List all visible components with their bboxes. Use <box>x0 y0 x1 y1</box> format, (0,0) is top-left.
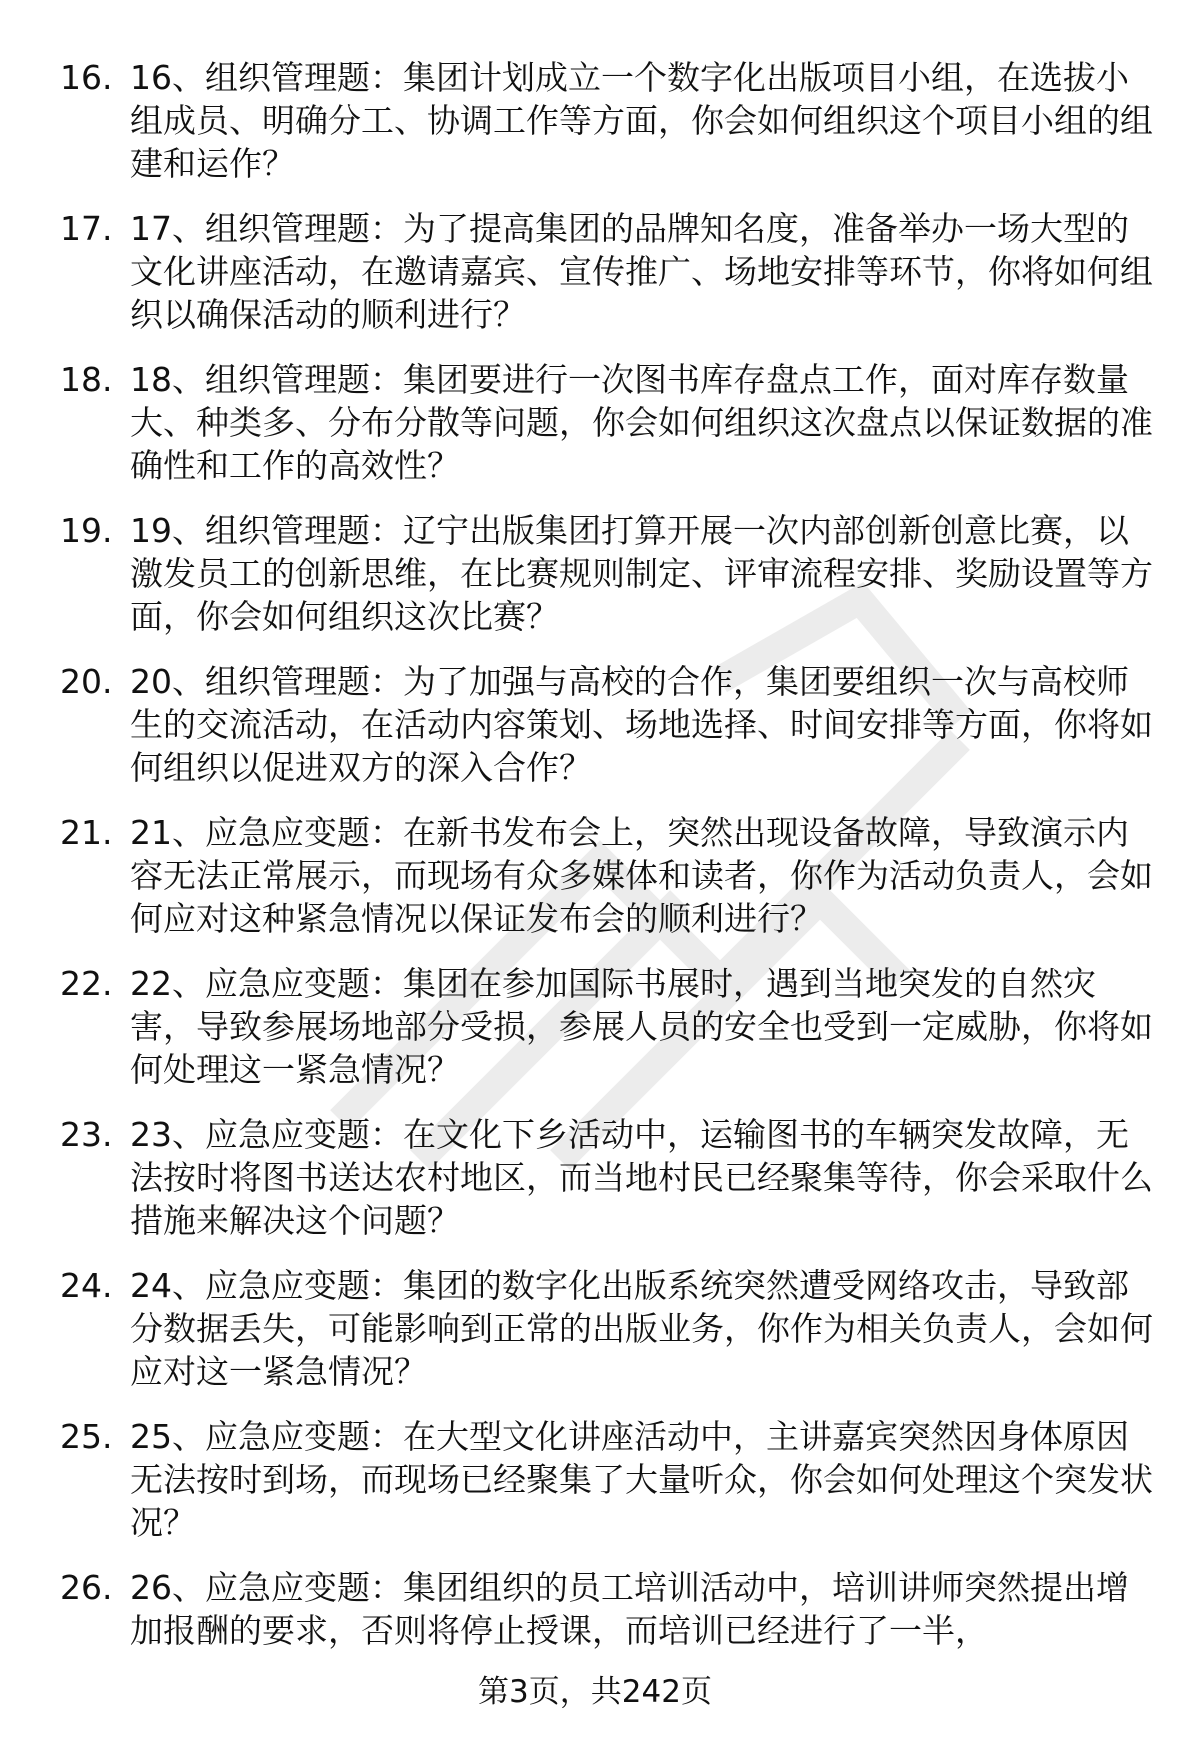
question-number: 16. <box>60 58 113 97</box>
question-item <box>60 660 1160 789</box>
question-number: 20. <box>60 662 113 701</box>
page-footer: 第3页，共242页 <box>478 1674 712 1710</box>
question-number: 17. <box>60 209 113 248</box>
question-number: 22. <box>60 964 113 1003</box>
question-number: 24. <box>60 1266 113 1305</box>
question-text: 18、组织管理题：集团要进行一次图书库存盘点工作，面对库存数量大、种类多、分布分散等问题，你会如何组织这次盘点以保证数据的准确性和工作的高效性？ <box>130 360 1153 485</box>
question-text: 23、应急应变题：在文化下乡活动中，运输图书的车辆突发故障，无法按时将图书送达农村地区，而当地村民已经聚集等待，你会采取什么措施来解决这个问题？ <box>130 1115 1153 1240</box>
question-text: 19、组织管理题：辽宁出版集团打算开展一次内部创新创意比赛，以激发员工的创新思维，在比赛规则制定、评审流程安排、奖励设置等方面，你会如何组织这次比赛？ <box>130 511 1153 636</box>
question-item <box>60 811 1160 940</box>
question-text: 25、应急应变题：在大型文化讲座活动中，主讲嘉宾突然因身体原因无法按时到场，而现场已经聚集了大量听众，你会如何处理这个突发状况？ <box>130 1417 1153 1542</box>
question-item <box>60 509 1160 638</box>
question-text: 16、组织管理题：集团计划成立一个数字化出版项目小组，在选拔小组成员、明确分工、协调工作等方面，你会如何组织这个项目小组的组建和运作？ <box>130 58 1153 183</box>
question-item <box>60 358 1160 487</box>
question-item <box>60 1415 1160 1544</box>
question-item <box>60 962 1160 1091</box>
question-number: 26. <box>60 1568 113 1607</box>
question-item <box>60 1113 1160 1242</box>
question-list <box>60 56 1160 1674</box>
question-item <box>60 56 1160 185</box>
question-text: 22、应急应变题：集团在参加国际书展时，遇到当地突发的自然灾害，导致参展场地部分受损，参展人员的安全也受到一定威胁，你将如何处理这一紧急情况？ <box>130 964 1153 1089</box>
question-item <box>60 1566 1160 1652</box>
question-text: 24、应急应变题：集团的数字化出版系统突然遭受网络攻击，导致部分数据丢失，可能影响到正常的出版业务，你作为相关负责人，会如何应对这一紧急情况？ <box>130 1266 1153 1391</box>
question-number: 18. <box>60 360 113 399</box>
question-number: 23. <box>60 1115 113 1154</box>
question-text: 26、应急应变题：集团组织的员工培训活动中，培训讲师突然提出增加报酬的要求，否则将停止授课，而培训已经进行了一半， <box>130 1568 1129 1650</box>
question-item <box>60 207 1160 336</box>
question-number: 25. <box>60 1417 113 1456</box>
question-text: 20、组织管理题：为了加强与高校的合作，集团要组织一次与高校师生的交流活动，在活动内容策划、场地选择、时间安排等方面，你将如何组织以促进双方的深入合作？ <box>130 662 1153 787</box>
question-text: 21、应急应变题：在新书发布会上，突然出现设备故障，导致演示内容无法正常展示，而现场有众多媒体和读者，你作为活动负责人，会如何应对这种紧急情况以保证发布会的顺利进行？ <box>130 813 1153 938</box>
question-text: 17、组织管理题：为了提高集团的品牌知名度，准备举办一场大型的文化讲座活动，在邀请嘉宾、宣传推广、场地安排等环节，你将如何组织以确保活动的顺利进行？ <box>130 209 1153 334</box>
question-number: 21. <box>60 813 113 852</box>
question-number: 19. <box>60 511 113 550</box>
question-item <box>60 1264 1160 1393</box>
